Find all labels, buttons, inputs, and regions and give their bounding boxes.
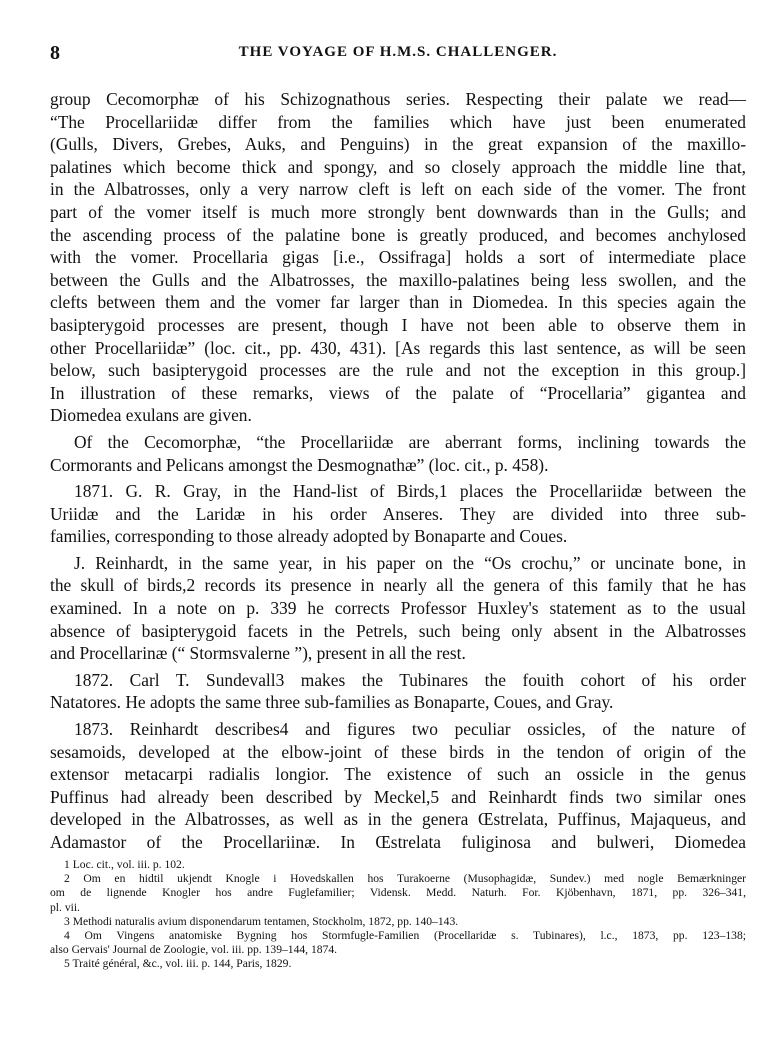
footnote: 5 Traité général, &c., vol. iii. p. 144, Paris, 1829. [64,957,292,971]
text-line: between the Gulls and the Albatrosses, the maxillo-palatines being less swollen, and the [50,269,746,290]
text-line: 1872. Carl T. Sundevall3 makes the Tubinares the fouith cohort of his order [74,669,746,690]
footnote: also Gervais' Journal de Zoologie, vol. iii. pp. 139–144, 1874. [50,943,338,957]
text-line: examined. In a note on p. 339 he corrects Professor Huxley's statement as to the usual [50,598,746,619]
footnote: pl. vii. [50,900,80,914]
footnote: om de lignende Knogler hos andre Fuglefamilier; Vidensk. Medd. Naturh. For. Kjöbenhavn, 1871, pp. 326–341, [50,886,746,900]
footnote: 2 Om en hidtil ukjendt Knogle i Hovedskallen hos Turakoerne (Musophagidæ, Sundev.) med nogle Bemærkninger [64,872,746,886]
text-line: 1873. Reinhardt describes4 and figures two peculiar ossicles, of the nature of [74,719,746,740]
text-line: families, corresponding to those already adopted by Bonaparte and Coues. [50,526,568,547]
text-line: Natatores. He adopts the same three sub-families as Bonaparte, Coues, and Gray. [50,692,614,713]
footnote: 4 Om Vingens anatomiske Bygning hos Stormfugle-Familien (Procellaridæ s. Tubinares), l.c., 1873, pp. 123–138; [64,929,746,943]
text-line: Cormorants and Pelicans amongst the Desmognathæ” (loc. cit., p. 458). [50,454,549,475]
text-line: developed in the Albatrosses, as well as in the genera Œstrelata, Puffinus, Majaqueus, and [50,809,746,830]
text-line: other Procellariidæ” (loc. cit., pp. 430, 431). [As regards this last sentence, as will be seen [50,337,746,358]
text-line: Of the Cecomorphæ, “the Procellariidæ are aberrant forms, inclining towards the [74,431,746,452]
text-line: and Procellarinæ (“ Stormsvalerne ”), present in all the rest. [50,643,466,664]
text-line: Adamastor of the Procellariinæ. In Œstrelata fuliginosa and bulweri, Diomedea [50,832,746,852]
text-line: “The Procellariidæ differ from the families which have just been enumerated [50,111,746,132]
text-line: sesamoids, developed at the elbow-joint of these birds in the tendon of origin of the [50,741,746,762]
text-line: in the Albatrosses, only a very narrow cleft is left on each side of the vomer. The front [50,179,746,200]
text-line: extensor metacarpi radialis longior. The existence of such an ossicle in the genus [50,764,746,785]
text-line: below, such basipterygoid processes are the rule and not the exception in this group.] [50,360,746,381]
text-line: part of the vomer itself is much more strongly bent downwards than in the Gulls; and [50,201,746,222]
running-title: THE VOYAGE OF H.M.S. CHALLENGER. [238,44,558,60]
text-line: Puffinus had already been described by Meckel,5 and Reinhardt finds two similar ones [50,786,746,807]
footnotes [50,858,746,972]
text-line: Diomedea exulans are given. [50,405,252,426]
body-text [50,88,746,854]
page-number: 8 [50,42,60,64]
text-line: the ascending process of the palatine bone is greatly produced, and becomes anchylosed [50,224,746,245]
text-line: with the vomer. Procellaria gigas [i.e., Ossifraga] holds a sort of intermediate place [50,247,746,268]
text-line: clefts between them and the vomer far larger than in Diomedea. In this species again the [50,292,746,313]
text-line: basipterygoid processes are present, though I have not been able to observe them in [50,314,746,335]
text-line: the skull of birds,2 records its presence in nearly all the genera of this family that he has [50,575,746,596]
page-header [50,42,746,72]
text-line: palatines which become thick and spongy, and so closely approach the middle line that, [50,156,746,177]
text-line: 1871. G. R. Gray, in the Hand-list of Birds,1 places the Procellariidæ between the [74,481,746,502]
text-line: (Gulls, Divers, Grebes, Auks, and Penguins) in the great expansion of the maxillo- [50,134,746,155]
text-line: Uriidæ and the Laridæ in his order Anseres. They are divided into three sub- [50,503,746,524]
text-line: group Cecomorphæ of his Schizognathous series. Respecting their palate we read— [50,89,746,109]
text-line: J. Reinhardt, in the same year, in his paper on the “Os crochu,” or uncinate bone, in [74,552,746,573]
footnote: 1 Loc. cit., vol. iii. p. 102. [64,858,185,871]
text-line: absence of basipterygoid facets in the Petrels, such being only absent in the Albatrosses [50,620,746,641]
footnote: 3 Methodi naturalis avium disponendarum tentamen, Stockholm, 1872, pp. 140–143. [64,914,459,928]
text-line: In illustration of these remarks, views of the palate of “Procellaria” gigantea and [50,382,746,403]
